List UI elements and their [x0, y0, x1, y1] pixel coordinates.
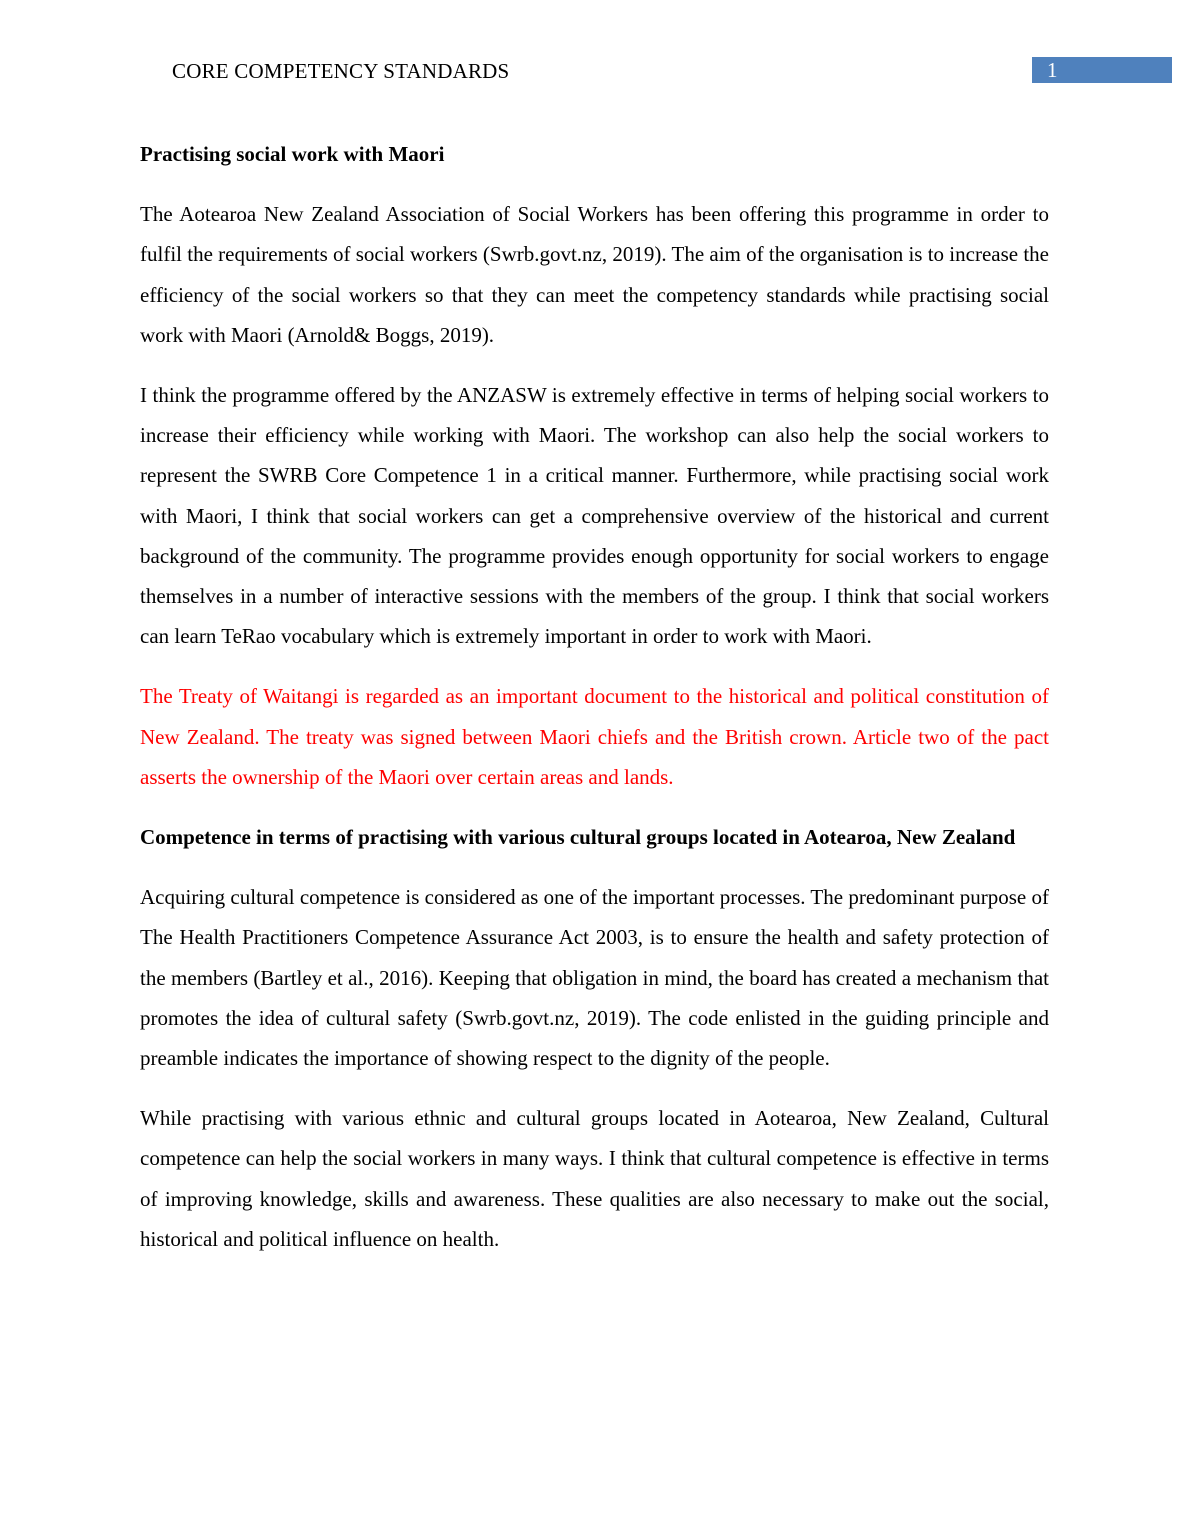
- page-number-box: [1032, 57, 1172, 83]
- paragraph-treaty-of-waitangi: The Treaty of Waitangi is regarded as an important document to the historical and political constitution of New Zealand. The treaty was signed between Maori chiefs and the British crown. Article two of the pact asserts the ownership of the Maori over certain areas and lands.: [140, 684, 1049, 789]
- section-heading-practising-with-maori: Practising social work with Maori: [140, 142, 445, 166]
- paragraph-programme-effectiveness: I think the programme offered by the ANZASW is extremely effective in terms of helping social workers to increase their efficiency while working with Maori. The workshop can also help the social workers to represent the SWRB Core Competence 1 in a critical manner. Furthermore, while practising social work with Maori, I think that social workers can get a comprehensive overview of the historical and current background of the community. The programme provides enough opportunity for social workers to engage themselves in a number of interactive sessions with the members of the group. I think that social workers can learn TeRao vocabulary which is extremely important in order to work with Maori.: [140, 383, 1049, 649]
- paragraph-cultural-competence-act: Acquiring cultural competence is considered as one of the important processes. The predominant purpose of The Health Practitioners Competence Assurance Act 2003, is to ensure the health and safety protection of the members (Bartley et al., 2016). Keeping that obligation in mind, the board has created a mechanism that promotes the idea of cultural safety (Swrb.govt.nz, 2019). The code enlisted in the guiding principle and preamble indicates the importance of showing respect to the dignity of the people.: [140, 885, 1049, 1071]
- section-heading-cultural-competence: Competence in terms of practising with various cultural groups located in Aotearoa, New Zealand: [140, 825, 1016, 850]
- running-header-title: CORE COMPETENCY STANDARDS: [172, 59, 510, 83]
- page-number: 1: [1047, 58, 1058, 82]
- paragraph-cultural-groups: While practising with various ethnic and cultural groups located in Aotearoa, New Zealand, Cultural competence can help the social workers in many ways. I think that cultural competence is effective in terms of improving knowledge, skills and awareness. These qualities are also necessary to make out the social, historical and political influence on health.: [140, 1106, 1049, 1251]
- document-body: [140, 134, 1049, 1279]
- paragraph-anzasw-programme: The Aotearoa New Zealand Association of Social Workers has been offering this programme in order to fulfil the requirements of social workers (Swrb.govt.nz, 2019). The aim of the organisation is to increase the efficiency of the social workers so that they can meet the competency standards while practising social work with Maori (Arnold& Boggs, 2019).: [140, 202, 1049, 347]
